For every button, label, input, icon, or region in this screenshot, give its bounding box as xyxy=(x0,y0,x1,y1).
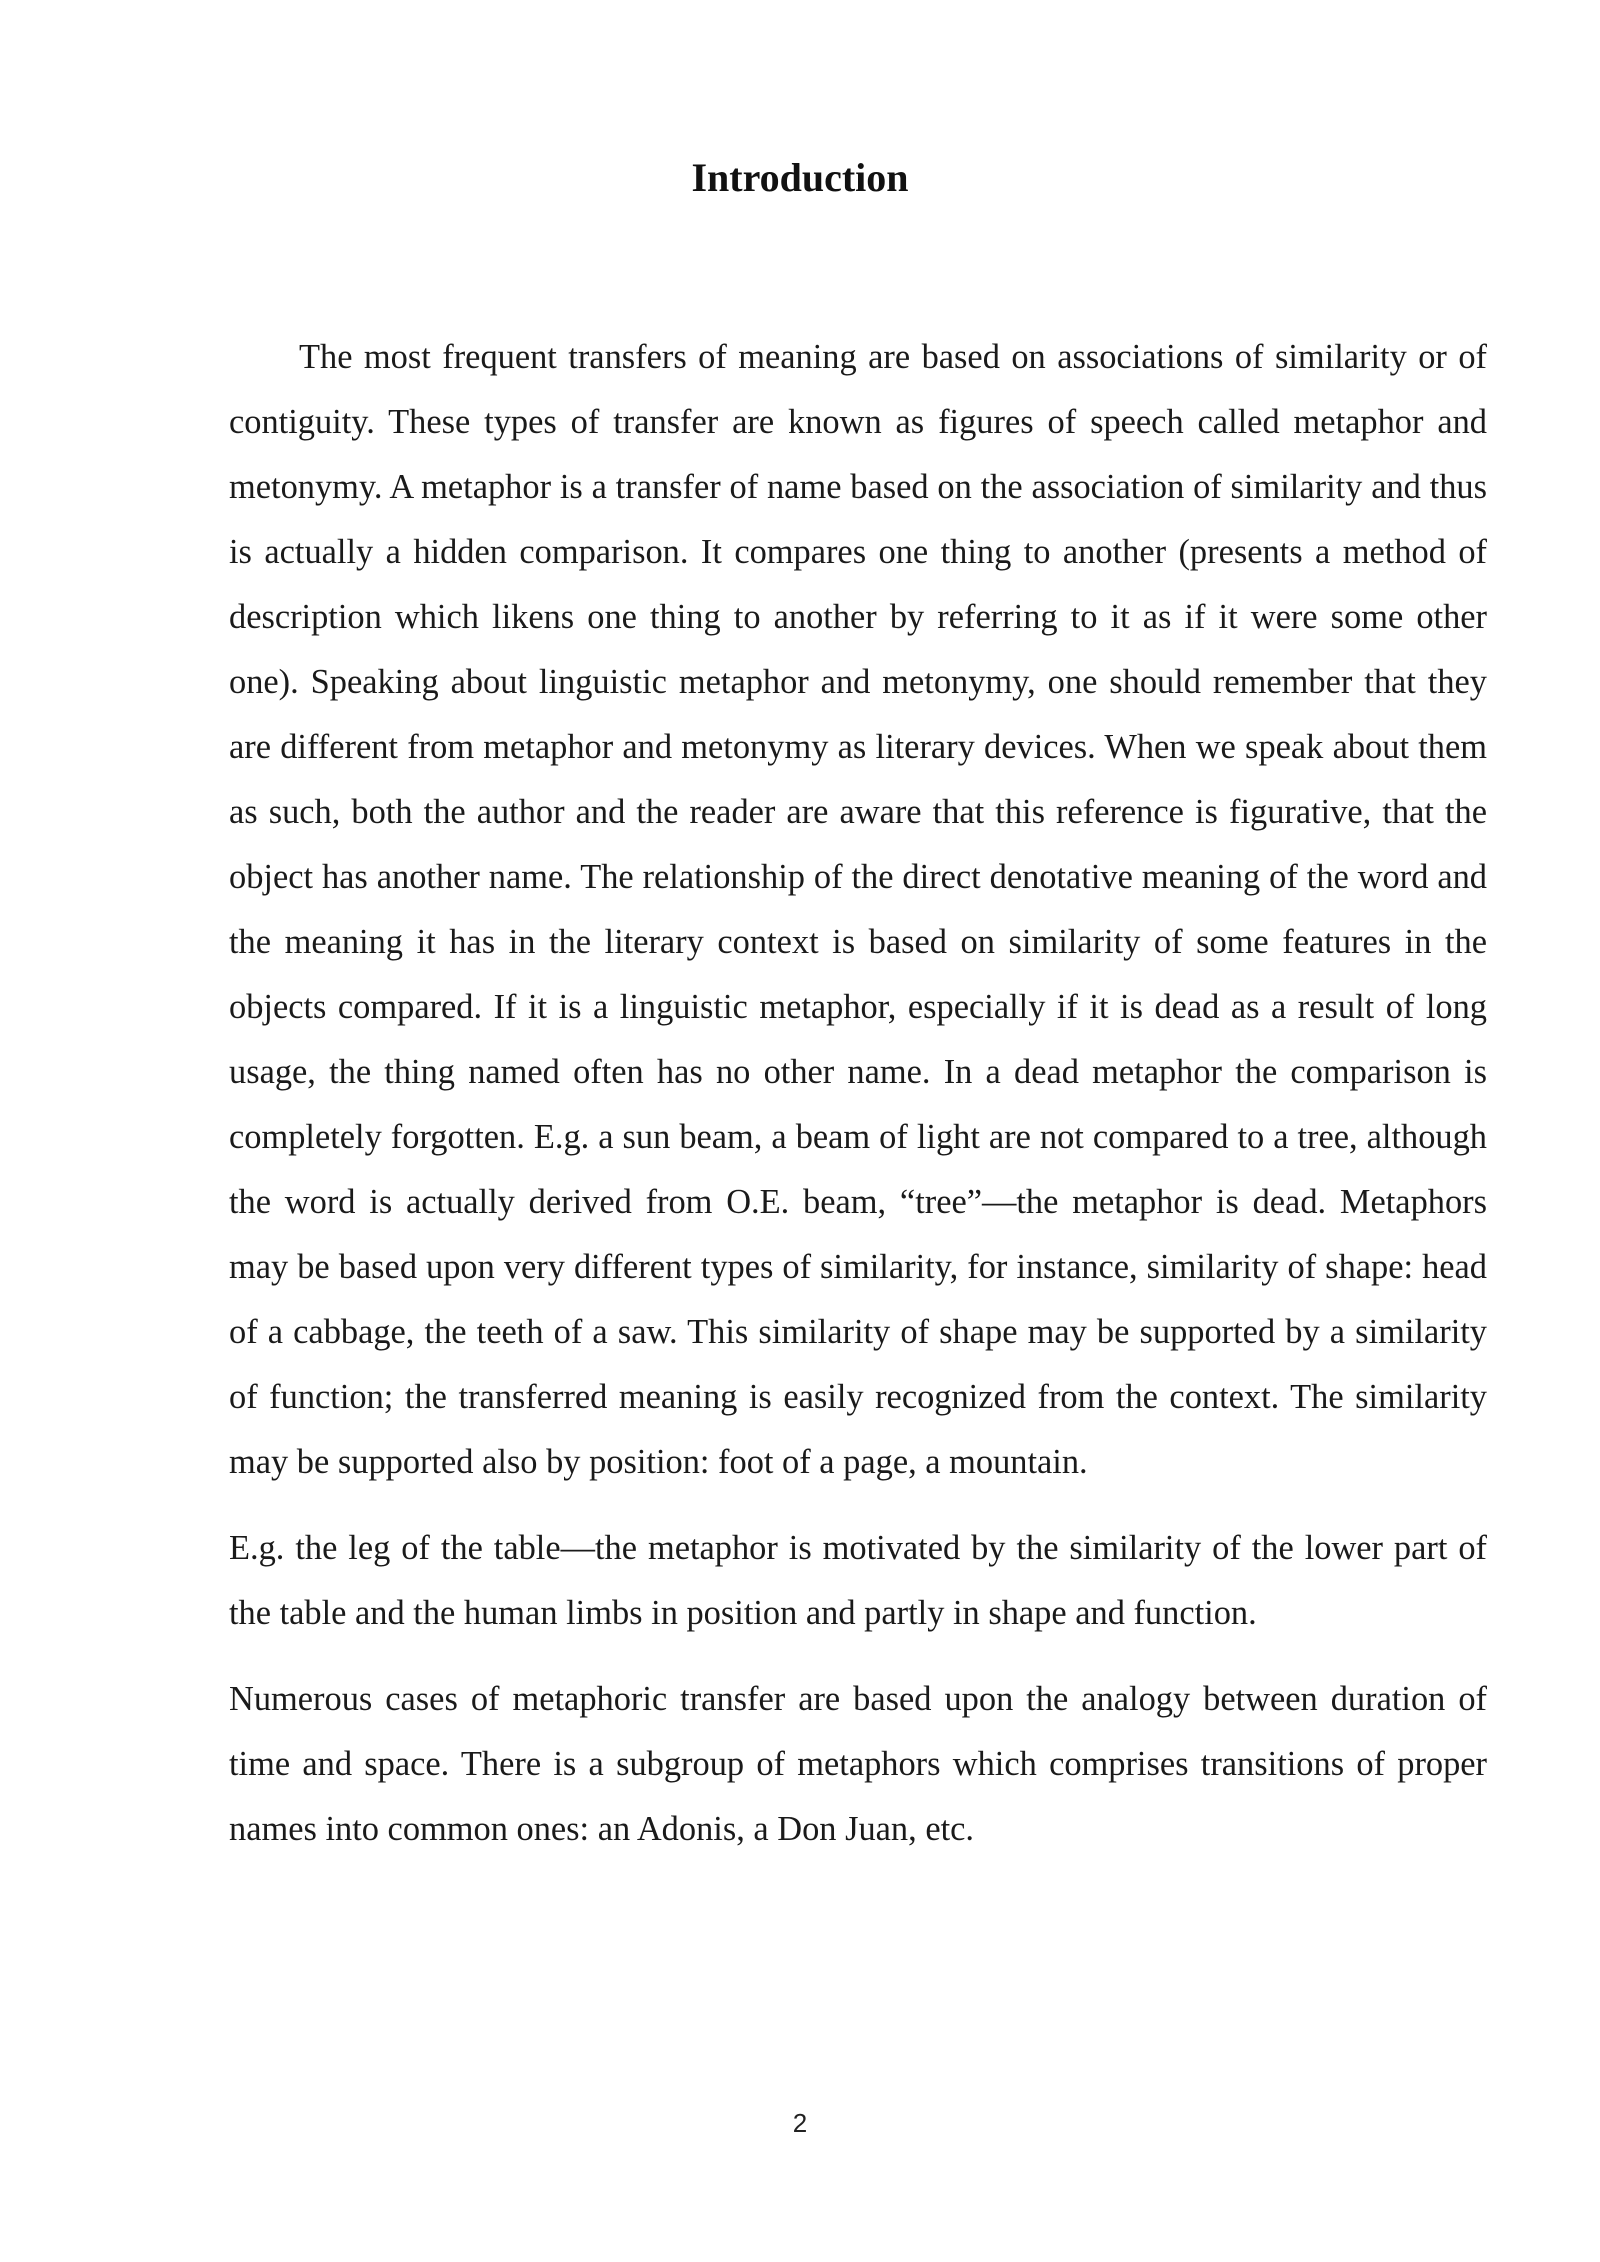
page-title: Introduction xyxy=(691,155,909,200)
paragraph-3: Numerous cases of metaphoric transfer are based upon the analogy between duration of time and space. There is a subgroup of metaphors which comprises transitions of proper names into common ones: an Adonis, a Don Juan, etc. xyxy=(229,1680,1487,1848)
paragraph-1: The most frequent transfers of meaning are based on associations of similarity or of contiguity. These types of transfer are known as figures of speech called metaphor and metonymy. A metaphor is a transfer of name based on the association of similarity and thus is actually a hidden comparison. It compares one thing to another (presents a method of description which likens one thing to another by referring to it as if it were some other one). Speaking about linguistic metaphor and metonymy, one should remember that they are different from metaphor and metonymy as literary devices. When we speak about them as such, both the author and the reader are aware that this reference is figurative, that the object has another name. The relationship of the direct denotative meaning of the word and the meaning it has in the literary context is based on similarity of some features in the objects compared. If it is a linguistic metaphor, especially if it is dead as a result of long usage, the thing named often has no other name. In a dead metaphor the comparison is completely forgotten. E.g. a sun beam, a beam of light are not compared to a tree, although the word is actually derived from O.E. beam, “tree”—the metaphor is dead. Metaphors may be based upon very different types of similarity, for instance, similarity of shape: head of a cabbage, the teeth of a saw. This similarity of shape may be supported by a similarity of function; the transferred meaning is easily recognized from the context. The similarity may be supported also by position: foot of a page, a mountain. xyxy=(229,338,1487,1481)
page-number: 2 xyxy=(792,2108,808,2138)
paragraph-2: E.g. the leg of the table—the metaphor is motivated by the similarity of the lower part of the table and the human limbs in position and partly in shape and function. xyxy=(229,1529,1487,1632)
body-text xyxy=(229,325,1487,1883)
